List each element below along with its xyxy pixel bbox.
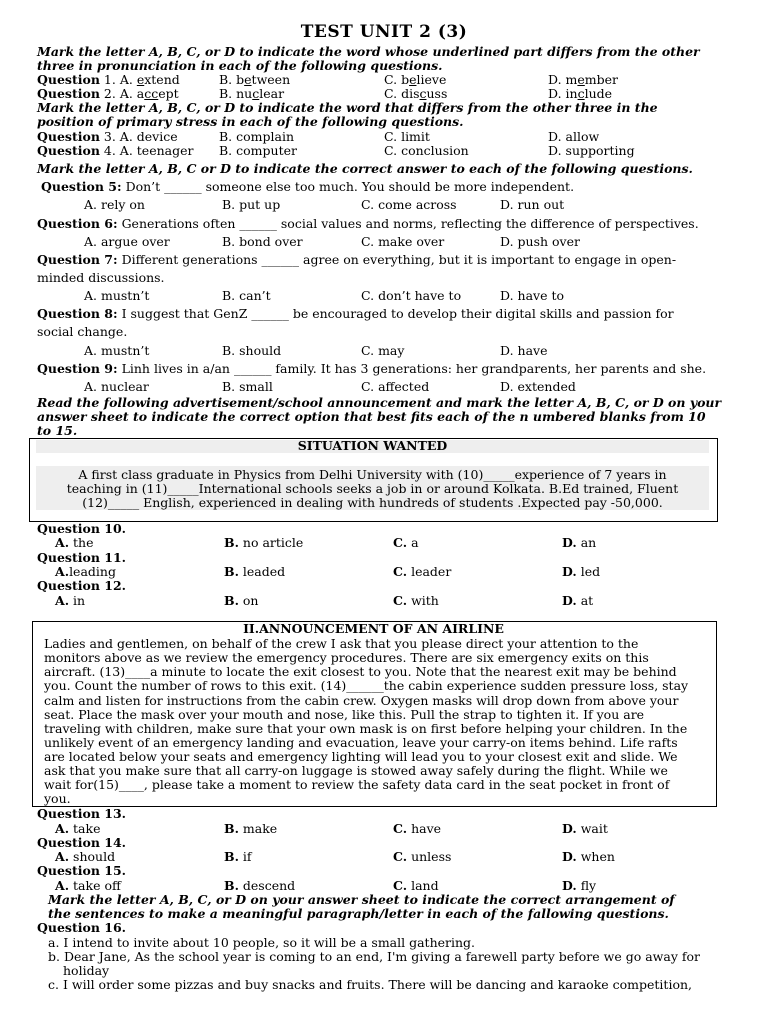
text-run: cc bbox=[144, 86, 159, 101]
question-8-stem bbox=[37, 306, 674, 321]
question-12-option-a bbox=[55, 593, 85, 608]
announcement-line: monitors above as we review the emergency procedures. There are six emergency exits on this bbox=[44, 650, 649, 665]
section4-instruction-line3: to 15. bbox=[37, 423, 78, 438]
text-run: B. b bbox=[219, 72, 245, 87]
text-run: A. a bbox=[119, 86, 145, 101]
section4-instruction-line1: Read the following advertisement/school announcement and mark the letter A, B, C, or D on your bbox=[37, 395, 722, 410]
section5-instruction-line1: Mark the letter A, B, C, or D on your answer sheet to indicate the correct arrangement of bbox=[48, 892, 675, 907]
question-8-option-a: A. mustn’t bbox=[84, 343, 150, 358]
question-7-option-b: B. can’t bbox=[222, 288, 271, 303]
question-number: 1. bbox=[103, 72, 116, 87]
question-8-option-c: C. may bbox=[361, 343, 405, 358]
text-run: a. bbox=[48, 935, 60, 950]
question-3-option-b: B. complain bbox=[219, 129, 295, 144]
text-run: fly bbox=[576, 878, 597, 893]
text-run: A. bbox=[55, 849, 70, 864]
question-13-option-d bbox=[562, 821, 608, 836]
question-9-option-b: B. small bbox=[222, 379, 273, 394]
question-2-option-c bbox=[384, 86, 447, 101]
question-13-option-a bbox=[55, 821, 100, 836]
text-run: mber bbox=[584, 72, 619, 87]
text-run: B. bbox=[224, 821, 239, 836]
text-run: led bbox=[576, 564, 601, 579]
question-15-option-b bbox=[224, 878, 295, 893]
section1-instruction-line2: three in pronunciation in each of the following questions. bbox=[37, 58, 443, 73]
section2-instruction-line1: Mark the letter A, B, C, or D to indicate the word that differs from the other three in the bbox=[37, 100, 658, 115]
text-run: at bbox=[576, 593, 594, 608]
text-run: on bbox=[238, 593, 259, 608]
arrangement-item-a bbox=[48, 935, 475, 950]
question-9-stem bbox=[37, 361, 706, 376]
option-a-post: xtend bbox=[144, 72, 180, 87]
text-run: no article bbox=[238, 535, 304, 550]
question-10-label: Question 10. bbox=[37, 521, 127, 536]
question-6-option-d: D. push over bbox=[500, 234, 580, 249]
question-2-option-b bbox=[219, 86, 284, 101]
question-5-option-d: D. run out bbox=[500, 197, 565, 212]
question-7-stem bbox=[37, 252, 676, 267]
text-run: in bbox=[69, 593, 86, 608]
question-label: Question bbox=[37, 72, 100, 87]
question-4-stem bbox=[37, 143, 193, 158]
question-6-option-b: B. bond over bbox=[222, 234, 303, 249]
question-12-option-b bbox=[224, 593, 258, 608]
text-run: 3. A. device bbox=[103, 129, 178, 144]
question-5-stem bbox=[41, 179, 574, 194]
question-13-option-b bbox=[224, 821, 277, 836]
text-run: take off bbox=[69, 878, 121, 893]
question-12-label: Question 12. bbox=[37, 578, 127, 593]
question-6-option-c: C. make over bbox=[361, 234, 445, 249]
text-run: D. bbox=[562, 564, 577, 579]
section2-instruction-line2: position of primary stress in each of the following questions. bbox=[37, 114, 464, 129]
text-run: B. bbox=[224, 593, 239, 608]
text-run: C. bbox=[393, 535, 408, 550]
text-run: descend bbox=[238, 878, 296, 893]
announcement-line: ask that you make sure that all carry-on luggage is stowed away safely during the flight. While we bbox=[44, 763, 668, 778]
text-run: A. bbox=[55, 878, 70, 893]
question-14-option-a bbox=[55, 849, 115, 864]
question-1-stem bbox=[37, 72, 180, 87]
question-1-option-b bbox=[219, 72, 290, 87]
question-15-label: Question 15. bbox=[37, 863, 127, 878]
question-5-option-b: B. put up bbox=[222, 197, 281, 212]
question-14-option-d bbox=[562, 849, 615, 864]
question-16-label: Question 16. bbox=[37, 920, 127, 935]
announcement-line: unlikely event of an emergency landing and evacuation, leave your carry-on items behind. Life rafts bbox=[44, 735, 678, 750]
text-run: leading bbox=[69, 564, 116, 579]
text-run: Question bbox=[37, 129, 100, 144]
text-run: C. bbox=[393, 821, 408, 836]
text-run: lear bbox=[259, 86, 285, 101]
question-9-option-c: C. affected bbox=[361, 379, 430, 394]
text-run: e bbox=[409, 72, 417, 87]
text-run: an bbox=[576, 535, 597, 550]
question-11-label: Question 11. bbox=[37, 550, 127, 565]
announcement-line: you. Count the number of rows to this exit. (14)______the cabin experience sudden pressure loss, stay bbox=[44, 678, 689, 693]
text-run: uss bbox=[426, 86, 448, 101]
text-run: 4. A. teenager bbox=[103, 143, 194, 158]
question-8-option-d: D. have bbox=[500, 343, 548, 358]
text-run: with bbox=[407, 593, 439, 608]
question-1-option-d bbox=[548, 72, 618, 87]
question-15-option-a bbox=[55, 878, 121, 893]
situation-wanted-line3: (12)_____ English, experienced in dealing with hundreds of students .Expected pay -50,000. bbox=[82, 495, 663, 510]
text-run: B. bbox=[224, 564, 239, 579]
question-3-stem bbox=[37, 129, 178, 144]
text-run: D. in bbox=[548, 86, 578, 101]
question-12-option-c bbox=[393, 593, 439, 608]
question-9-option-d: D. extended bbox=[500, 379, 576, 394]
text-run: when bbox=[576, 849, 615, 864]
question-10-option-a bbox=[55, 535, 94, 550]
text-run: should bbox=[69, 849, 116, 864]
text-run: A. bbox=[55, 535, 70, 550]
text-run: Question bbox=[37, 143, 100, 158]
situation-wanted-line1: A first class graduate in Physics from Delhi University with (10)_____experience of 7 years in bbox=[78, 467, 667, 482]
text-run: b. bbox=[48, 949, 60, 964]
text-run: Linh lives in a/an ______ family. It has 3 generations: her grandparents, her parents and she. bbox=[117, 361, 707, 376]
text-run: C. bbox=[393, 593, 408, 608]
text-run: leader bbox=[407, 564, 452, 579]
text-run: Dear Jane, As the school year is coming to an end, I'm giving a farewell party before we go away for bbox=[63, 949, 700, 964]
question-12-option-d bbox=[562, 593, 593, 608]
text-run: land bbox=[407, 878, 439, 893]
question-4-option-d: D. supporting bbox=[548, 143, 635, 158]
arrangement-item-b bbox=[48, 949, 700, 964]
text-run: 2. bbox=[103, 86, 116, 101]
announcement-line: are located below your seats and emergency lighting will lead you to your closest exit and slide. We bbox=[44, 749, 678, 764]
text-run: Generations often ______ social values and norms, reflecting the difference of perspectives. bbox=[117, 216, 699, 231]
text-run: B. bbox=[224, 878, 239, 893]
text-run: Different generations ______ agree on everything, but it is important to engage in open- bbox=[117, 252, 677, 267]
question-7-option-a: A. mustn’t bbox=[84, 288, 150, 303]
question-11-option-c bbox=[393, 564, 451, 579]
question-10-option-d bbox=[562, 535, 596, 550]
question-11-option-d bbox=[562, 564, 600, 579]
question-2-option-d bbox=[548, 86, 612, 101]
text-run: lude bbox=[584, 86, 613, 101]
option-a-underline: e bbox=[136, 72, 145, 87]
text-run: A. bbox=[55, 593, 70, 608]
text-run: c bbox=[252, 86, 260, 101]
question-11-option-b bbox=[224, 564, 285, 579]
text-run: c bbox=[419, 86, 427, 101]
text-run: D. bbox=[562, 593, 577, 608]
question-8-stem-line2: social change. bbox=[37, 324, 128, 339]
situation-wanted-line2: teaching in (11)_____International schools seeks a job in or around Kolkata. B.Ed trained, Fluent bbox=[66, 481, 679, 496]
announcement-line: aircraft. (13)____a minute to locate the exit closest to you. Note that the nearest exit may be behind bbox=[44, 664, 677, 679]
text-run: unless bbox=[407, 849, 452, 864]
text-run: Question bbox=[37, 86, 100, 101]
text-run: A. bbox=[55, 564, 70, 579]
text-run: take bbox=[69, 821, 101, 836]
question-13-label: Question 13. bbox=[37, 806, 127, 821]
question-11-option-a bbox=[55, 564, 116, 579]
announcement-line: you. bbox=[44, 791, 71, 806]
text-run: Question 8: bbox=[37, 306, 118, 321]
situation-wanted-title: SITUATION WANTED bbox=[297, 438, 448, 453]
text-run: C. b bbox=[384, 72, 410, 87]
text-run: B. nu bbox=[219, 86, 253, 101]
question-10-option-b bbox=[224, 535, 303, 550]
section4-instruction-line2: answer sheet to indicate the correct option that best fits each of the n umbered blanks from 10 bbox=[37, 409, 706, 424]
question-14-label: Question 14. bbox=[37, 835, 127, 850]
question-7-option-d: D. have to bbox=[500, 288, 565, 303]
text-run: I suggest that GenZ ______ be encouraged to develop their digital skills and passion for bbox=[117, 306, 674, 321]
text-run: D. bbox=[562, 535, 577, 550]
question-5-option-c: C. come across bbox=[361, 197, 457, 212]
text-run: e bbox=[244, 72, 252, 87]
question-4-option-b: B. computer bbox=[219, 143, 297, 158]
announcement-line: calm and listen for instructions from the cabin crew. Oxygen masks will drop down from above your bbox=[44, 693, 679, 708]
text-run: a bbox=[407, 535, 419, 550]
text-run: C. bbox=[393, 878, 408, 893]
option-a-pre: A. bbox=[119, 72, 137, 87]
question-8-option-b: B. should bbox=[222, 343, 282, 358]
text-run: I intend to invite about 10 people, so it will be a small gathering. bbox=[63, 935, 476, 950]
text-run: D. bbox=[562, 849, 577, 864]
arrangement-item-c bbox=[48, 977, 692, 992]
question-14-option-b bbox=[224, 849, 252, 864]
text-run: c bbox=[577, 86, 585, 101]
text-run: leaded bbox=[238, 564, 286, 579]
text-run: C. bbox=[393, 564, 408, 579]
question-4-option-c: C. conclusion bbox=[384, 143, 469, 158]
announcement-line: Ladies and gentlemen, on behalf of the crew I ask that you please direct your attention to the bbox=[44, 636, 639, 651]
text-run: D. bbox=[562, 821, 577, 836]
text-run: c. bbox=[48, 977, 59, 992]
question-6-option-a: A. argue over bbox=[84, 234, 170, 249]
announcement-line: wait for(15)____, please take a moment to review the safety data card in the seat pocket in front of bbox=[44, 777, 670, 792]
question-1-option-c bbox=[384, 72, 446, 87]
section5-instruction-line2: the sentences to make a meaningful paragraph/letter in each of the fallowing questions. bbox=[48, 906, 669, 921]
question-10-option-c bbox=[393, 535, 419, 550]
text-run: the bbox=[69, 535, 94, 550]
text-run: Question 6: bbox=[37, 216, 118, 231]
text-run: D. m bbox=[548, 72, 578, 87]
text-run: B. bbox=[224, 849, 239, 864]
text-run: I will order some pizzas and buy snacks and fruits. There will be dancing and karaoke competition, bbox=[62, 977, 693, 992]
text-run: B. bbox=[224, 535, 239, 550]
text-run: if bbox=[238, 849, 252, 864]
text-run: tween bbox=[251, 72, 291, 87]
text-run: D. bbox=[562, 878, 577, 893]
question-13-option-c bbox=[393, 821, 441, 836]
section3-instruction: Mark the letter A, B, C or D to indicate the correct answer to each of the following questions. bbox=[37, 161, 693, 176]
question-14-option-c bbox=[393, 849, 451, 864]
text-run: A. bbox=[55, 821, 70, 836]
arrangement-item-b-cont: holiday bbox=[63, 963, 110, 978]
page-title: TEST UNIT 2 (3) bbox=[300, 22, 468, 42]
text-run: wait bbox=[576, 821, 608, 836]
question-7-stem-line2: minded discussions. bbox=[37, 270, 165, 285]
question-9-option-a: A. nuclear bbox=[84, 379, 149, 394]
text-run: Question 9: bbox=[37, 361, 118, 376]
text-run: C. bbox=[393, 849, 408, 864]
question-15-option-d bbox=[562, 878, 596, 893]
text-run: have bbox=[407, 821, 442, 836]
question-2-stem bbox=[37, 86, 179, 101]
question-3-option-d: D. allow bbox=[548, 129, 600, 144]
question-7-option-c: C. don’t have to bbox=[361, 288, 462, 303]
question-15-option-c bbox=[393, 878, 439, 893]
text-run: Question 7: bbox=[37, 252, 118, 267]
text-run: lieve bbox=[416, 72, 447, 87]
text-run: Question 5: bbox=[41, 179, 122, 194]
announcement-line: traveling with children, make sure that your own mask is on first before helping your children. In the bbox=[44, 721, 688, 736]
airline-announcement-title: II.ANNOUNCEMENT OF AN AIRLINE bbox=[243, 621, 504, 636]
question-6-stem bbox=[37, 216, 699, 231]
announcement-line: seat. Place the mask over your mouth and nose, like this. Pull the strap to tighten it. If you are bbox=[44, 707, 645, 722]
question-5-option-a: A. rely on bbox=[84, 197, 145, 212]
text-run: C. dis bbox=[384, 86, 420, 101]
text-run: ept bbox=[158, 86, 179, 101]
text-run: make bbox=[238, 821, 278, 836]
section1-instruction-line1: Mark the letter A, B, C, or D to indicate the word whose underlined part differs from the other bbox=[37, 44, 700, 59]
text-run: Don’t ______ someone else too much. You should be more independent. bbox=[121, 179, 575, 194]
text-run: e bbox=[577, 72, 585, 87]
question-3-option-c: C. limit bbox=[384, 129, 430, 144]
